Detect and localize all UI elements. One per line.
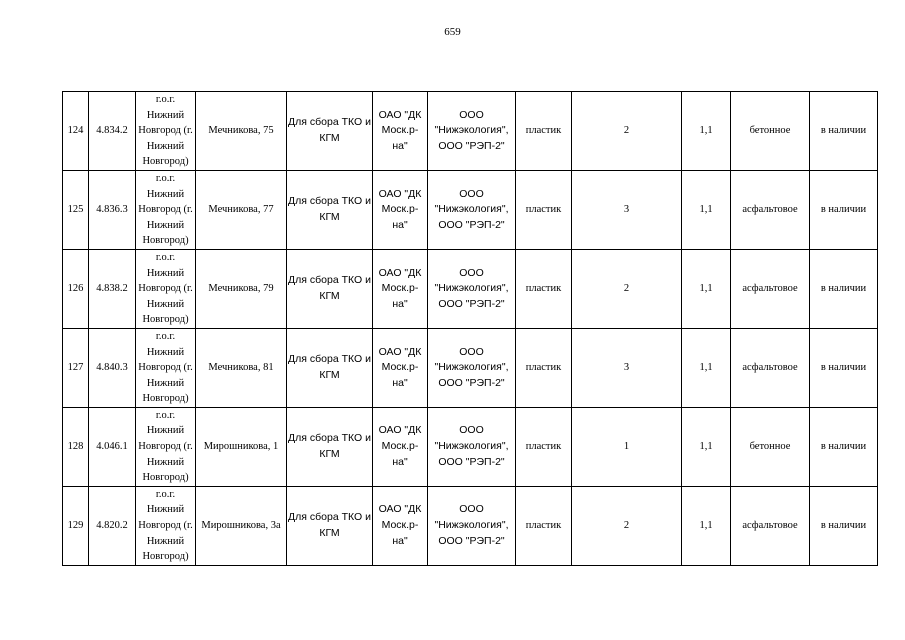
surface-cell: асфальтовое: [731, 486, 810, 565]
address-cell: Мечникова, 79: [196, 249, 287, 328]
locality-cell: г.о.г. Нижний Новгород (г. Нижний Новгород): [136, 92, 196, 171]
container-volume-cell: 1,1: [682, 170, 731, 249]
site-code-cell: 4.820.2: [89, 486, 136, 565]
address-cell: Мечникова, 81: [196, 328, 287, 407]
locality-cell: г.о.г. Нижний Новгород (г. Нижний Новгород): [136, 170, 196, 249]
status-cell: в наличии: [810, 407, 878, 486]
page-number: 659: [444, 26, 461, 38]
row-number-cell: 128: [63, 407, 89, 486]
site-code-cell: 4.836.3: [89, 170, 136, 249]
container-count-cell: 3: [572, 170, 682, 249]
owner-cell: ОАО "ДК Моск.р-на": [373, 407, 428, 486]
operator-cell: ООО "Нижэкология", ООО "РЭП-2": [428, 486, 516, 565]
address-cell: Мирошникова, 3а: [196, 486, 287, 565]
purpose-cell: Для сбора ТКО и КГМ: [287, 249, 373, 328]
purpose-cell: Для сбора ТКО и КГМ: [287, 92, 373, 171]
address-cell: Мечникова, 75: [196, 92, 287, 171]
owner-cell: ОАО "ДК Моск.р-на": [373, 486, 428, 565]
site-code-cell: 4.838.2: [89, 249, 136, 328]
table-row: [63, 328, 878, 407]
material-cell: пластик: [516, 486, 572, 565]
status-cell: в наличии: [810, 328, 878, 407]
owner-cell: ОАО "ДК Моск.р-на": [373, 249, 428, 328]
purpose-cell: Для сбора ТКО и КГМ: [287, 170, 373, 249]
row-number-cell: 129: [63, 486, 89, 565]
operator-cell: ООО "Нижэкология", ООО "РЭП-2": [428, 407, 516, 486]
purpose-cell: Для сбора ТКО и КГМ: [287, 328, 373, 407]
site-code-cell: 4.834.2: [89, 92, 136, 171]
waste-sites-table: [62, 91, 878, 566]
container-volume-cell: 1,1: [682, 92, 731, 171]
material-cell: пластик: [516, 328, 572, 407]
surface-cell: бетонное: [731, 92, 810, 171]
table-row: [63, 170, 878, 249]
container-count-cell: 1: [572, 407, 682, 486]
owner-cell: ОАО "ДК Моск.р-на": [373, 170, 428, 249]
table-row: [63, 407, 878, 486]
status-cell: в наличии: [810, 486, 878, 565]
container-count-cell: 2: [572, 249, 682, 328]
table-row: [63, 249, 878, 328]
surface-cell: асфальтовое: [731, 170, 810, 249]
address-cell: Мечникова, 77: [196, 170, 287, 249]
surface-cell: асфальтовое: [731, 328, 810, 407]
address-cell: Мирошникова, 1: [196, 407, 287, 486]
status-cell: в наличии: [810, 92, 878, 171]
container-volume-cell: 1,1: [682, 249, 731, 328]
container-volume-cell: 1,1: [682, 328, 731, 407]
surface-cell: асфальтовое: [731, 249, 810, 328]
material-cell: пластик: [516, 92, 572, 171]
table-row: [63, 92, 878, 171]
container-count-cell: 2: [572, 92, 682, 171]
operator-cell: ООО "Нижэкология", ООО "РЭП-2": [428, 92, 516, 171]
locality-cell: г.о.г. Нижний Новгород (г. Нижний Новгород): [136, 328, 196, 407]
locality-cell: г.о.г. Нижний Новгород (г. Нижний Новгород): [136, 486, 196, 565]
material-cell: пластик: [516, 170, 572, 249]
material-cell: пластик: [516, 249, 572, 328]
locality-cell: г.о.г. Нижний Новгород (г. Нижний Новгород): [136, 407, 196, 486]
container-count-cell: 2: [572, 486, 682, 565]
table-body: [63, 92, 878, 566]
container-count-cell: 3: [572, 328, 682, 407]
status-cell: в наличии: [810, 170, 878, 249]
table-row: [63, 486, 878, 565]
operator-cell: ООО "Нижэкология", ООО "РЭП-2": [428, 249, 516, 328]
owner-cell: ОАО "ДК Моск.р-на": [373, 92, 428, 171]
row-number-cell: 127: [63, 328, 89, 407]
status-cell: в наличии: [810, 249, 878, 328]
row-number-cell: 125: [63, 170, 89, 249]
material-cell: пластик: [516, 407, 572, 486]
purpose-cell: Для сбора ТКО и КГМ: [287, 486, 373, 565]
locality-cell: г.о.г. Нижний Новгород (г. Нижний Новгород): [136, 249, 196, 328]
row-number-cell: 124: [63, 92, 89, 171]
surface-cell: бетонное: [731, 407, 810, 486]
container-volume-cell: 1,1: [682, 486, 731, 565]
owner-cell: ОАО "ДК Моск.р-на": [373, 328, 428, 407]
row-number-cell: 126: [63, 249, 89, 328]
site-code-cell: 4.046.1: [89, 407, 136, 486]
purpose-cell: Для сбора ТКО и КГМ: [287, 407, 373, 486]
operator-cell: ООО "Нижэкология", ООО "РЭП-2": [428, 328, 516, 407]
container-volume-cell: 1,1: [682, 407, 731, 486]
site-code-cell: 4.840.3: [89, 328, 136, 407]
operator-cell: ООО "Нижэкология", ООО "РЭП-2": [428, 170, 516, 249]
